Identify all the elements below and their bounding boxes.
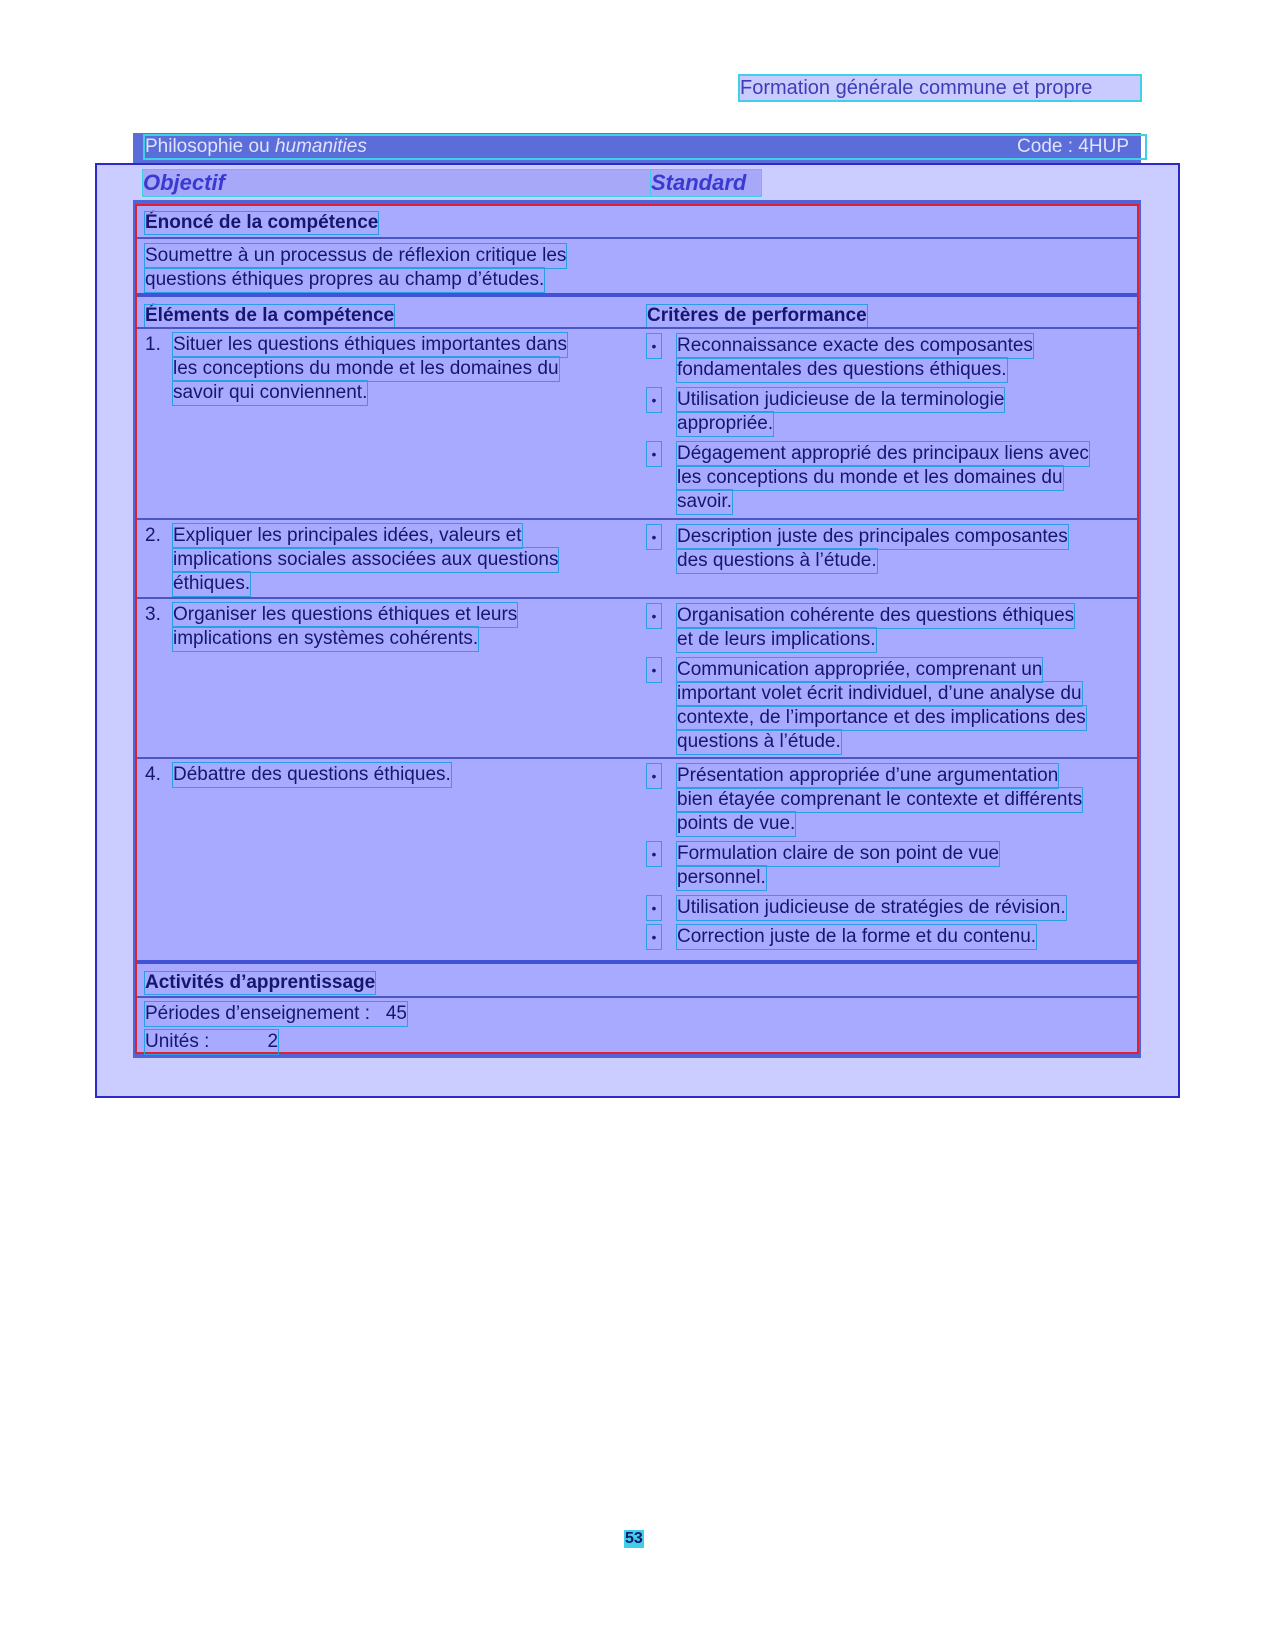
element-line: implications sociales associées aux questions (173, 549, 559, 570)
criterion (677, 388, 1004, 436)
criterion-line: les conceptions du monde et les domaines du (677, 467, 1063, 488)
element-number: 2. (145, 525, 161, 546)
criterion (677, 525, 1068, 573)
divider (137, 996, 1137, 998)
criteria-column-heading: Critères de performance (647, 305, 867, 326)
element-line: savoir qui conviennent. (173, 382, 368, 403)
element-number: 1. (145, 334, 161, 355)
divider (137, 327, 1137, 329)
section-divider (137, 960, 1137, 964)
criterion-line: important volet écrit individuel, d’une analyse du (677, 683, 1082, 704)
competence-heading: Énoncé de la compétence (145, 212, 379, 233)
divider (137, 518, 1137, 520)
units-label: Unités : (145, 1031, 210, 1052)
bullet-icon: • (647, 925, 661, 949)
element-text (173, 333, 567, 405)
element-line: Expliquer les principales idées, valeurs et (173, 525, 522, 546)
criterion-line: Communication appropriée, comprenant un (677, 659, 1043, 680)
divider (137, 757, 1137, 759)
criterion (677, 604, 1074, 652)
criterion-line: contexte, de l’importance et des implications des (677, 707, 1086, 728)
criterion-line: savoir. (677, 491, 732, 512)
page-number: 53 (625, 1530, 643, 1547)
criterion-line: personnel. (677, 867, 766, 888)
criterion (677, 334, 1033, 382)
criterion (677, 764, 1082, 836)
units-line (145, 1030, 278, 1054)
criterion (677, 925, 1036, 949)
elements-column-heading: Éléments de la compétence (145, 305, 395, 326)
criterion-line: bien étayée comprenant le contexte et différents (677, 789, 1083, 810)
periods-label: Périodes d’enseignement : (145, 1003, 370, 1024)
criterion-line: Correction juste de la forme et du contenu. (677, 926, 1037, 947)
course-code: Code : 4HUP (1017, 136, 1129, 157)
element-line: Débattre des questions éthiques. (173, 764, 451, 785)
criterion-line: Présentation appropriée d’une argumentation (677, 765, 1059, 786)
element-number: 4. (145, 764, 161, 785)
criterion-line: appropriée. (677, 413, 774, 434)
criterion-line: Formulation claire de son point de vue (677, 843, 1000, 864)
criterion-line: fondamentales des questions éthiques. (677, 359, 1007, 380)
bullet-icon: • (647, 525, 661, 549)
criterion-line: Utilisation judicieuse de la terminologie (677, 389, 1005, 410)
competence-table (133, 200, 1141, 1058)
objectif-label: Objectif (143, 170, 651, 196)
teaching-periods (145, 1002, 407, 1026)
element-line: implications en systèmes cohérents. (173, 628, 479, 649)
bullet-icon: • (647, 442, 661, 466)
bullet-icon: • (647, 842, 661, 866)
element-line: éthiques. (173, 573, 251, 594)
bullet-icon: • (647, 604, 661, 628)
element-line: Situer les questions éthiques importantes dans (173, 334, 567, 355)
running-header (740, 76, 1140, 100)
criterion-line: Description juste des principales composantes (677, 526, 1068, 547)
element-text (173, 524, 558, 596)
criterion-line: Reconnaissance exacte des composantes (677, 335, 1033, 356)
course-name-prefix: Philosophie ou (145, 136, 275, 157)
element-line: les conceptions du monde et les domaines du (173, 358, 559, 379)
bullet-icon: • (647, 334, 661, 358)
criterion-line: Dégagement approprié des principaux liens avec (677, 443, 1089, 464)
objectif-standard-row (143, 170, 1138, 198)
bullet-icon: • (647, 896, 661, 920)
running-title: Formation générale commune et propre (740, 77, 1093, 99)
course-name (145, 136, 1145, 158)
criterion-line: des questions à l’étude. (677, 550, 877, 571)
element-text (173, 763, 451, 787)
criterion-line: Organisation cohérente des questions éthiques (677, 605, 1075, 626)
standard-label: Standard (651, 170, 761, 196)
criterion-line: Utilisation judicieuse de stratégies de révision. (677, 897, 1066, 918)
section-divider (137, 293, 1137, 297)
criterion-line: points de vue. (677, 813, 796, 834)
periods-line (145, 1002, 407, 1026)
criterion (677, 842, 999, 890)
bullet-icon: • (647, 764, 661, 788)
course-name-italic: humanities (274, 136, 367, 157)
activities-heading: Activités d’apprentissage (145, 972, 376, 993)
element-text (173, 603, 517, 651)
criterion (677, 896, 1066, 920)
units (145, 1030, 278, 1054)
course-title-bar (133, 133, 1141, 163)
bullet-icon: • (647, 388, 661, 412)
divider (137, 237, 1137, 239)
criterion-line: et de leurs implications. (677, 629, 876, 650)
divider (137, 597, 1137, 599)
periods-value: 45 (385, 1003, 407, 1024)
element-number: 3. (145, 604, 161, 625)
bullet-icon: • (647, 658, 661, 682)
statement-line: Soumettre à un processus de réflexion critique les (145, 245, 567, 266)
units-value: 2 (267, 1031, 279, 1052)
element-line: Organiser les questions éthiques et leurs (173, 604, 518, 625)
criterion-line: questions à l’étude. (677, 731, 841, 752)
criterion (677, 658, 1086, 754)
competence-statement (145, 244, 566, 292)
criterion (677, 442, 1089, 514)
statement-line: questions éthiques propres au champ d’études. (145, 269, 545, 290)
competence-table-inner (135, 204, 1139, 1054)
